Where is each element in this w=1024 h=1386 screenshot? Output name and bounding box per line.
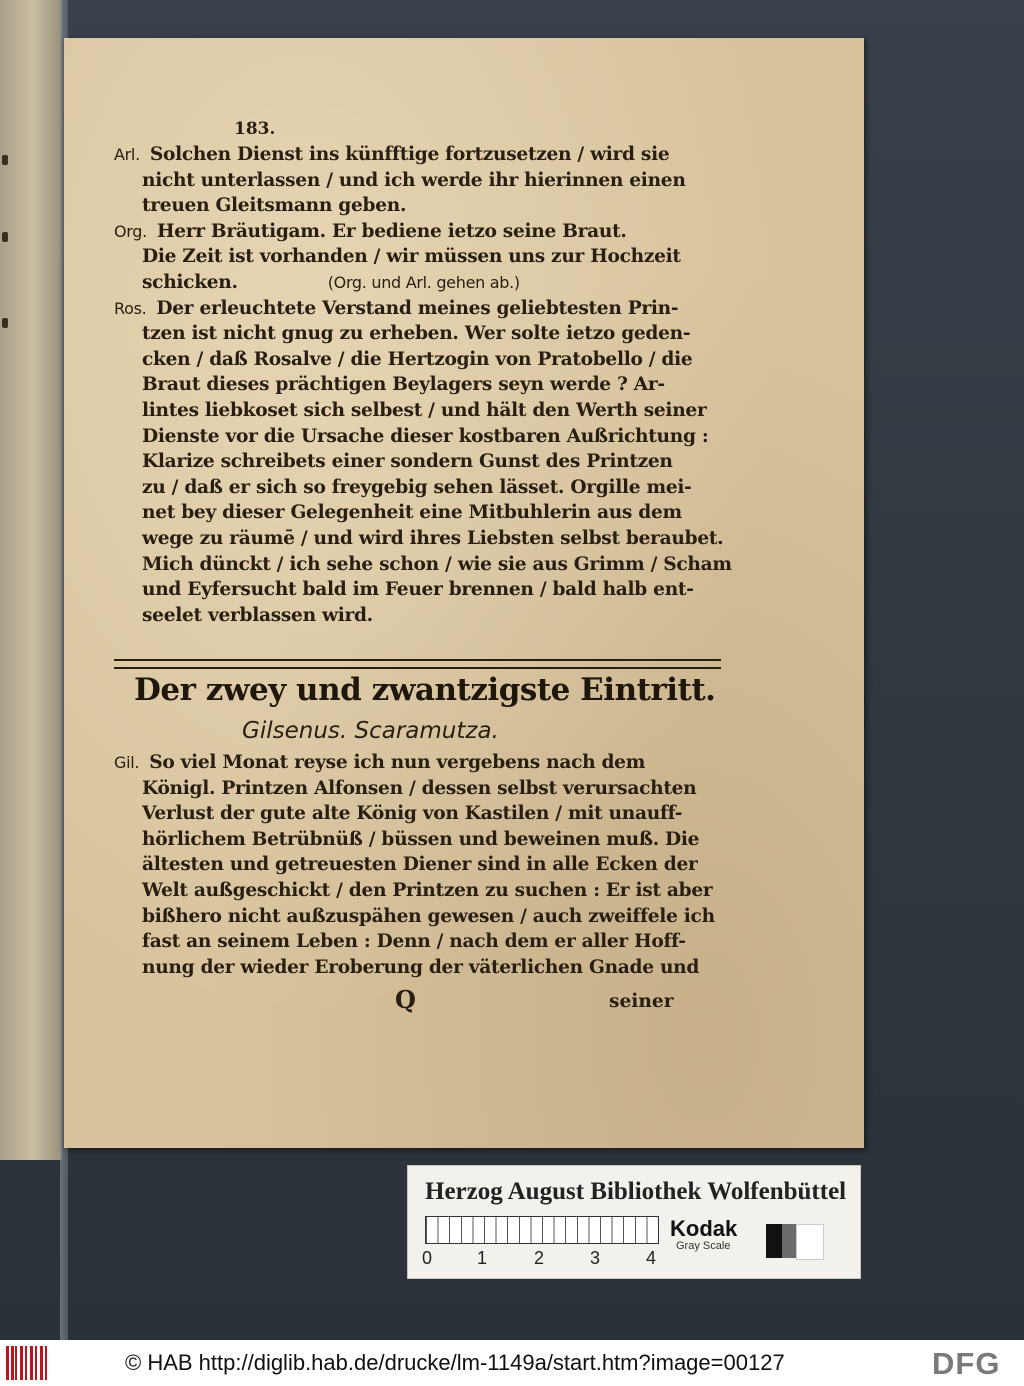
- text-line: Dienste vor die Ursache dieser kostbaren Außrichtung :: [142, 425, 709, 447]
- text-line: und Eyfersucht bald im Feuer brennen / bald halb ent-: [142, 579, 694, 601]
- kodak-logo: Kodak: [670, 1216, 738, 1241]
- ruler-number: 0: [422, 1248, 433, 1268]
- text-line: cken / daß Rosalve / die Hertzogin von Pratobello / die: [142, 348, 693, 370]
- text-line: seelet verblassen wird.: [142, 604, 373, 626]
- text-line: So viel Monat reyse ich nun vergebens nach dem: [149, 752, 646, 773]
- speech-org: [114, 219, 744, 296]
- scale-ruler: [425, 1216, 659, 1244]
- speech-arl: [114, 142, 744, 219]
- text-line: Der erleuchtete Verstand meines geliebtesten Prin-: [156, 297, 679, 319]
- text-line: net bey dieser Gelegenheit eine Mitbuhlerin aus dem: [142, 502, 682, 524]
- text-line: schicken.: [142, 271, 238, 293]
- text-line: Braut dieses prächtigen Beylagers seyn werde ? Ar-: [142, 374, 665, 396]
- dfg-logo: DFG: [932, 1346, 1001, 1381]
- scene-persons: Gilsenus. Scaramutza.: [242, 718, 499, 744]
- text-line: nicht unterlassen / und ich werde ihr hierinnen einen: [142, 169, 686, 191]
- gray-swatch-black: [766, 1224, 782, 1258]
- text-line: treuen Gleitsmann geben.: [142, 195, 407, 217]
- ruler-number: 2: [534, 1248, 545, 1268]
- ink-mark: [2, 232, 8, 242]
- copyright-link[interactable]: © HAB http://diglib.hab.de/drucke/lm-1149a/start.htm?image=00127: [125, 1350, 785, 1375]
- text-line: Klarize schreibets einer sondern Gunst des Printzen: [142, 451, 673, 473]
- barcode-icon: [6, 1346, 48, 1380]
- text-line: Herr Bräutigam. Er bediene ietzo seine Braut.: [156, 220, 627, 242]
- text-line: lintes liebkoset sich selbest / und hält den Werth seiner: [142, 399, 707, 421]
- text-line: wege zu räumē / und wird ihres Liebsten selbst beraubet.: [142, 527, 724, 549]
- text-line: Die Zeit ist vorhanden / wir müssen uns zur Hochzeit: [142, 246, 681, 268]
- scene-heading: Der zwey und zwantzigste Eintritt.: [134, 672, 716, 708]
- ornamental-divider: [114, 659, 721, 669]
- text-line: tzen ist nicht gnug zu erheben. Wer solte ietzo geden-: [142, 323, 691, 345]
- text-line: fast an seinem Leben : Denn / nach dem er aller Hoff-: [142, 931, 686, 953]
- previous-leaf-edge: [0, 0, 62, 1160]
- text-line: bißhero nicht außzuspähen gewesen / auch zweiffele ich: [142, 905, 715, 927]
- text-line: Verlust der gute alte König von Kastilen / mit unauff-: [142, 803, 683, 825]
- stage-direction: (Org. und Arl. gehen ab.): [327, 272, 520, 292]
- text-line: hörlichem Betrübnüß / büssen und beweinen muß. Die: [142, 828, 700, 850]
- speaker-label: Arl.: [114, 145, 140, 164]
- speech-ros: [114, 296, 744, 629]
- catchword: seiner: [609, 991, 674, 1012]
- text-line: Mich dünckt / ich sehe schon / wie sie aus Grimm / Scham: [142, 553, 732, 575]
- top-text-block: [114, 142, 744, 628]
- book-page: [64, 38, 864, 1148]
- text-line: Solchen Dienst ins künfftige fortzusetzen / wird sie: [149, 144, 670, 165]
- footer-bar: [0, 1340, 1024, 1386]
- gray-swatch-mid: [782, 1224, 796, 1258]
- text-line: Königl. Printzen Alfonsen / dessen selbst verursachten: [142, 777, 697, 799]
- speaker-label: Org.: [114, 221, 147, 241]
- signature-mark: Q: [395, 985, 416, 1014]
- gray-scale-label: Gray Scale: [676, 1240, 731, 1252]
- speaker-label: Ros.: [114, 298, 147, 318]
- text-line: zu / daß er sich so freygebig sehen lässet. Orgille mei-: [142, 476, 692, 498]
- speech-gil: [114, 750, 744, 980]
- gray-swatch-white: [796, 1224, 824, 1260]
- text-line: Welt außgeschickt / den Printzen zu suchen : Er ist aber: [142, 879, 713, 901]
- card-title: Herzog August Bibliothek Wolfenbüttel: [425, 1178, 847, 1205]
- ruler-number: 1: [477, 1248, 488, 1268]
- page-number: 183.: [234, 119, 276, 139]
- speaker-label: Gil.: [114, 753, 140, 772]
- color-calibration-card: [407, 1165, 861, 1279]
- ruler-number: 4: [646, 1248, 657, 1268]
- ink-mark: [2, 318, 8, 328]
- ink-mark: [2, 155, 8, 165]
- ruler-number: 3: [590, 1248, 601, 1268]
- text-line: ältesten und getreuesten Diener sind in alle Ecken der: [142, 854, 698, 876]
- text-line: nung der wieder Eroberung der väterlichen Gnade und: [142, 956, 700, 978]
